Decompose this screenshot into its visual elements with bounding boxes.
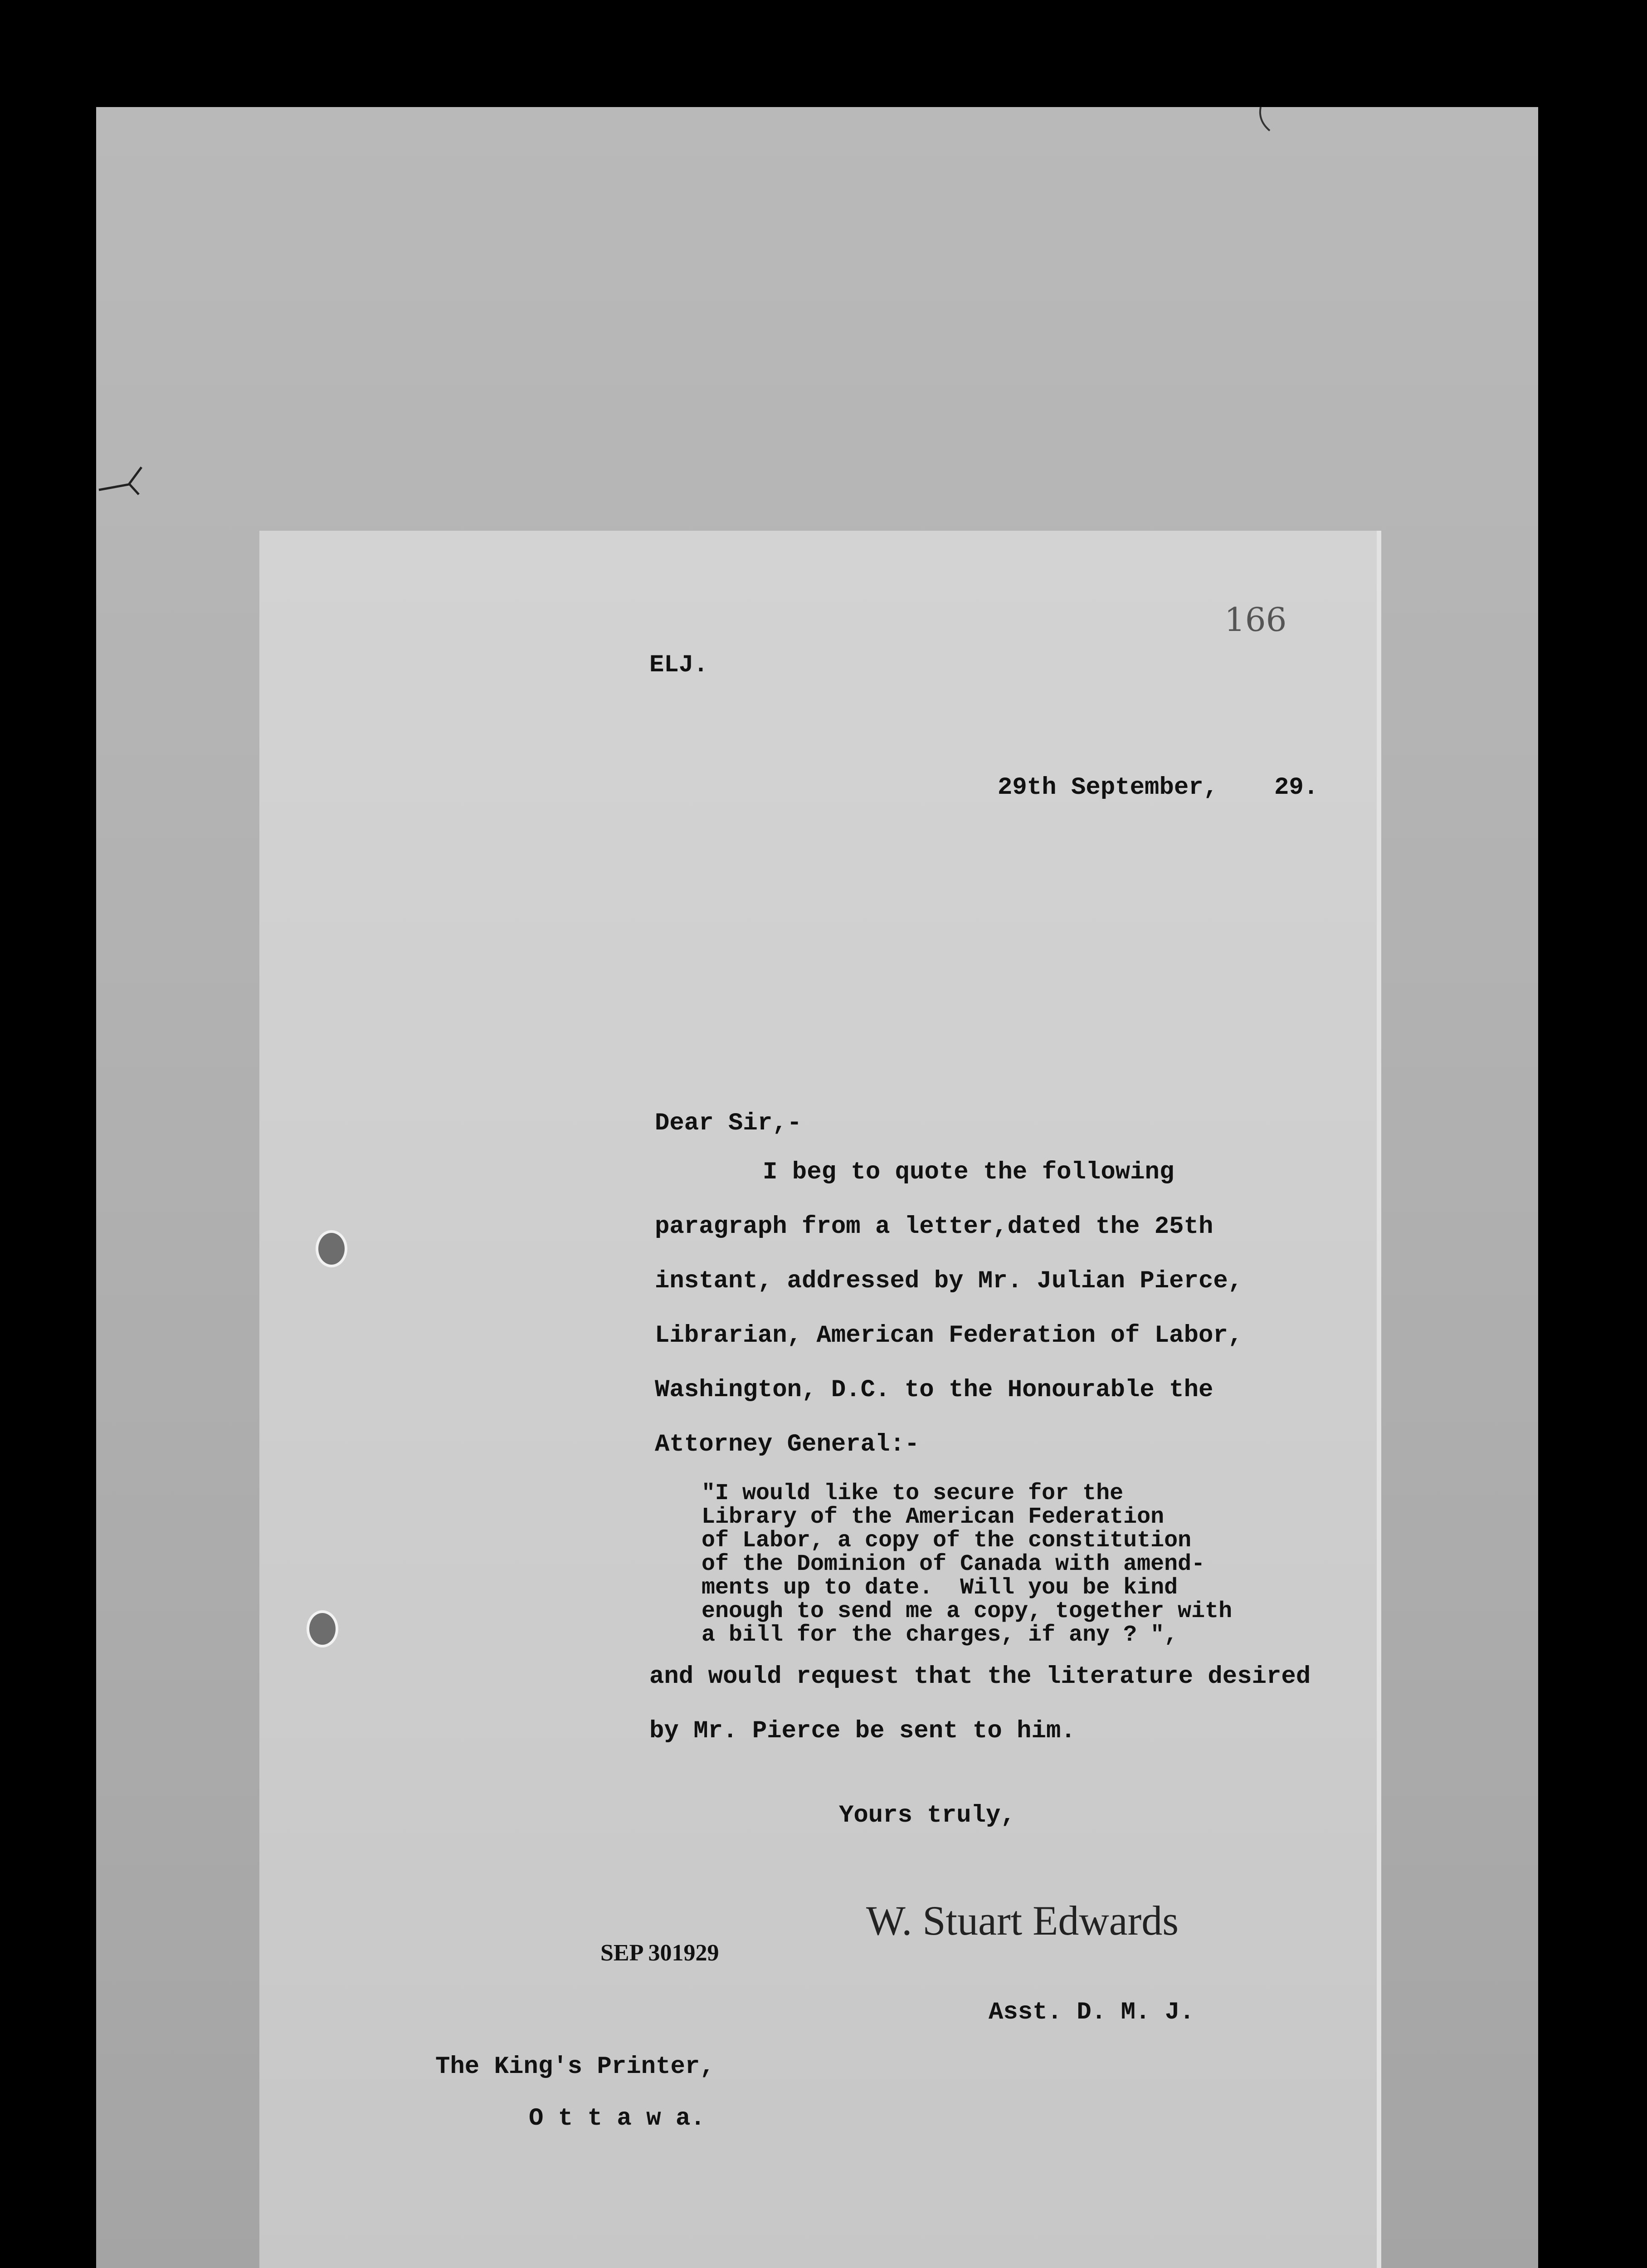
body-line: Washington, D.C. to the Honourable the (655, 1376, 1213, 1404)
salutation: Dear Sir,- (655, 1110, 802, 1137)
body-line: I beg to quote the following (763, 1158, 1174, 1186)
recipient-name: The King's Printer, (435, 2053, 715, 2081)
quote-line: a bill for the charges, if any ? ", (702, 1622, 1178, 1648)
signature: W. Stuart Edwards (866, 1897, 1179, 1944)
body-line: Librarian, American Federation of Labor, (655, 1322, 1243, 1349)
quote-line: of the Dominion of Canada with amend- (702, 1551, 1205, 1577)
closing-line: and would request that the literature desired (649, 1663, 1311, 1691)
quote-line: of Labor, a copy of the constitution (702, 1528, 1192, 1554)
quote-line: enough to send me a copy, together with (702, 1598, 1233, 1624)
quote-line: ments up to date. Will you be kind (702, 1575, 1178, 1601)
page-number: 166 (1224, 601, 1287, 639)
punch-hole (307, 1610, 338, 1647)
body-line: Attorney General:- (655, 1431, 920, 1458)
punch-hole (316, 1230, 347, 1267)
letter-year: 29. (1274, 774, 1319, 802)
quote-line: "I would like to secure for the (702, 1481, 1124, 1506)
reference-initials: ELJ. (649, 651, 708, 679)
pen-tick-mark (97, 449, 161, 499)
valediction: Yours truly, (839, 1802, 1015, 1829)
paper-edge-mark (1256, 107, 1279, 134)
received-date-stamp: SEP 301929 (600, 1940, 719, 1966)
body-line: instant, addressed by Mr. Julian Pierce, (655, 1267, 1243, 1295)
signatory-title: Asst. D. M. J. (989, 1999, 1194, 2026)
body-line: paragraph from a letter,dated the 25th (655, 1213, 1213, 1241)
letter-date: 29th September, (998, 774, 1218, 802)
letter-page (259, 531, 1377, 2268)
quote-line: Library of the American Federation (702, 1504, 1165, 1530)
recipient-city: O t t a w a. (529, 2105, 705, 2132)
closing-line: by Mr. Pierce be sent to him. (649, 1717, 1076, 1745)
